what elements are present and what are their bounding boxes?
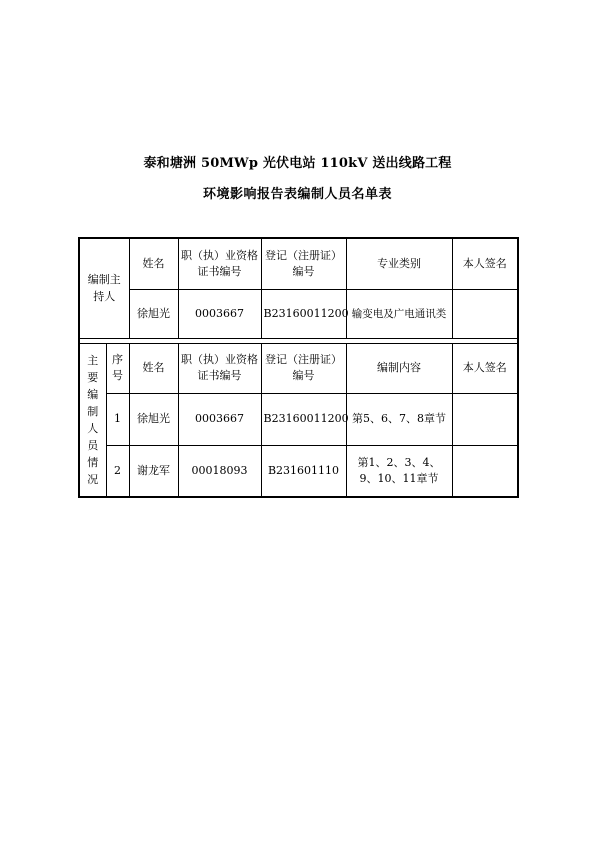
document-subtitle: 环境影响报告表编制人员名单表: [202, 187, 392, 202]
row-content-cell: 第5、6、7、8章节: [346, 393, 452, 445]
host-header-signature: 本人签名: [452, 238, 518, 289]
main-label-char: 员: [87, 438, 99, 452]
host-signature-cell: [452, 289, 518, 338]
main-label-char: 况: [87, 472, 99, 486]
row-name-cell: 徐旭光: [129, 393, 178, 445]
host-header-cert: 职（执）业资格证书编号: [178, 238, 261, 289]
main-label-char: 要: [87, 370, 99, 384]
host-data-row: [79, 289, 518, 338]
main-header-cert: 职（执）业资格证书编号: [178, 343, 261, 393]
host-header-reg: 登记（注册证）编号: [261, 238, 346, 289]
main-section-label: [79, 343, 106, 497]
main-header-row: [79, 343, 518, 393]
main-header-reg: 登记（注册证）编号: [261, 343, 346, 393]
main-label-char: 编: [87, 387, 99, 401]
row-signature-cell: [452, 445, 518, 497]
row-reg-cell: B23160011200: [261, 393, 346, 445]
main-header-content: 编制内容: [346, 343, 452, 393]
main-header-seq: 序号: [106, 343, 129, 393]
main-label-char: 制: [87, 404, 99, 418]
host-label-text: 编制主持人: [87, 273, 121, 304]
host-cert-cell: 0003667: [178, 289, 261, 338]
host-header-name: 姓名: [129, 238, 178, 289]
host-reg-cell: B23160011200: [261, 289, 346, 338]
main-label-char: 主: [87, 353, 99, 367]
row-cert-cell: 0003667: [178, 393, 261, 445]
main-label-char: 人: [87, 421, 99, 435]
main-header-name: 姓名: [129, 343, 178, 393]
host-header-category: 专业类别: [346, 238, 452, 289]
host-header-row: [79, 238, 518, 289]
row-seq-cell: 2: [106, 445, 129, 497]
table-row: [79, 393, 518, 445]
main-label-char: 情: [87, 455, 99, 469]
document-title: 泰和塘洲 50MWp 光伏电站 110kV 送出线路工程: [143, 156, 452, 171]
host-section-label: [79, 238, 129, 338]
host-category-cell: 输变电及广电通讯类: [346, 289, 452, 338]
row-seq-cell: 1: [106, 393, 129, 445]
row-signature-cell: [452, 393, 518, 445]
row-reg-cell: B231601110: [261, 445, 346, 497]
row-name-cell: 谢龙军: [129, 445, 178, 497]
host-name-cell: 徐旭光: [129, 289, 178, 338]
row-cert-cell: 00018093: [178, 445, 261, 497]
table-row: [79, 445, 518, 497]
main-header-signature: 本人签名: [452, 343, 518, 393]
row-content-cell: 第1、2、3、4、9、10、11章节: [346, 445, 452, 497]
staff-table: [78, 237, 519, 498]
